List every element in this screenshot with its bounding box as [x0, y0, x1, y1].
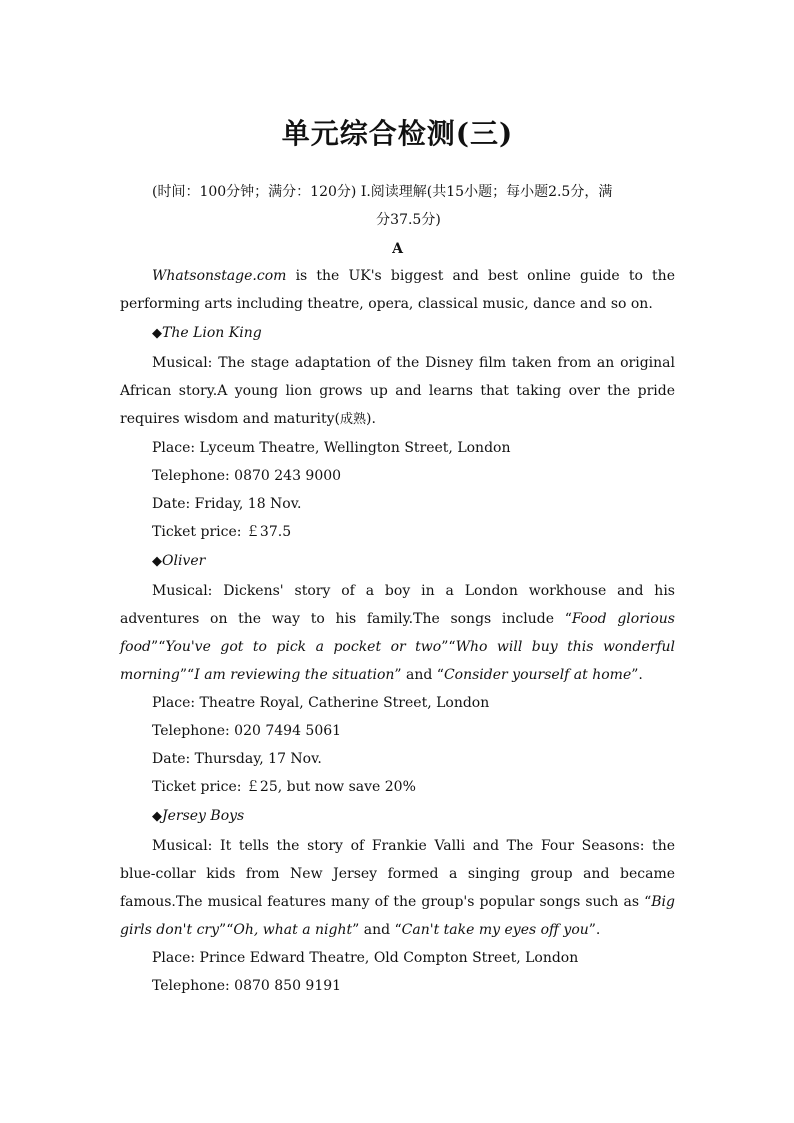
exam-info-line1: (时间：100分钟；满分：120分) Ⅰ.阅读理解(共15小题；每小题2.5分，满: [152, 184, 613, 200]
show-telephone: Telephone: 020 7494 5061: [152, 723, 342, 739]
show-description: Musical: The stage adaptation of the Disney film taken from an original African story.A young lion grows up and learns that taking over the pride requires wisdom and maturity(成熟).: [120, 355, 675, 427]
show-price: Ticket price: ￡25, but now save 20%: [152, 779, 416, 795]
show-heading: [120, 318, 675, 349]
section-letter: A: [392, 241, 403, 257]
show-description: Musical: It tells the story of Frankie Valli and The Four Seasons: the blue-collar kids from New Jersey formed a singing group and became famous.The musical features many of the group's popular songs such as “Big girls don't cry”“Oh, what a night” and “Can't take my eyes off you”.: [120, 838, 675, 938]
show-heading: [120, 801, 675, 832]
diamond-bullet-icon: ◆: [152, 326, 162, 341]
show-description: Musical: Dickens' story of a boy in a London workhouse and his adventures on the way to his family.The songs include “Food glorious food”“You've got to pick a pocket or two”“Who will buy this wonderful morning”“I am reviewing the situation” and “Consider yourself at home”.: [120, 583, 675, 683]
show-place: Place: Prince Edward Theatre, Old Compton Street, London: [152, 950, 579, 966]
show-name: The Lion King: [162, 325, 262, 341]
show-name: Oliver: [162, 553, 206, 569]
show-telephone: Telephone: 0870 850 9191: [152, 978, 342, 994]
diamond-bullet-icon: ◆: [152, 809, 162, 824]
show-telephone: Telephone: 0870 243 9000: [152, 468, 342, 484]
document-page: [120, 0, 675, 1000]
show-date: Date: Thursday, 17 Nov.: [152, 751, 322, 767]
site-name: Whatsonstage.com: [152, 268, 287, 284]
show-place: Place: Lyceum Theatre, Wellington Street, London: [152, 440, 511, 456]
diamond-bullet-icon: ◆: [152, 554, 162, 569]
page-title: 单元综合检测(三): [281, 117, 514, 150]
exam-info: [120, 178, 675, 234]
show-name: Jersey Boys: [162, 808, 245, 824]
intro-text: is the UK's biggest and best online guide to the performing arts including theatre, opera, classical music, dance and so on.: [120, 268, 675, 312]
show-price: Ticket price: ￡37.5: [152, 524, 292, 540]
show-date: Date: Friday, 18 Nov.: [152, 496, 302, 512]
exam-info-line2: 分37.5分): [376, 212, 441, 228]
show-place: Place: Theatre Royal, Catherine Street, London: [152, 695, 490, 711]
intro-paragraph: [120, 262, 675, 318]
show-heading: [120, 546, 675, 577]
